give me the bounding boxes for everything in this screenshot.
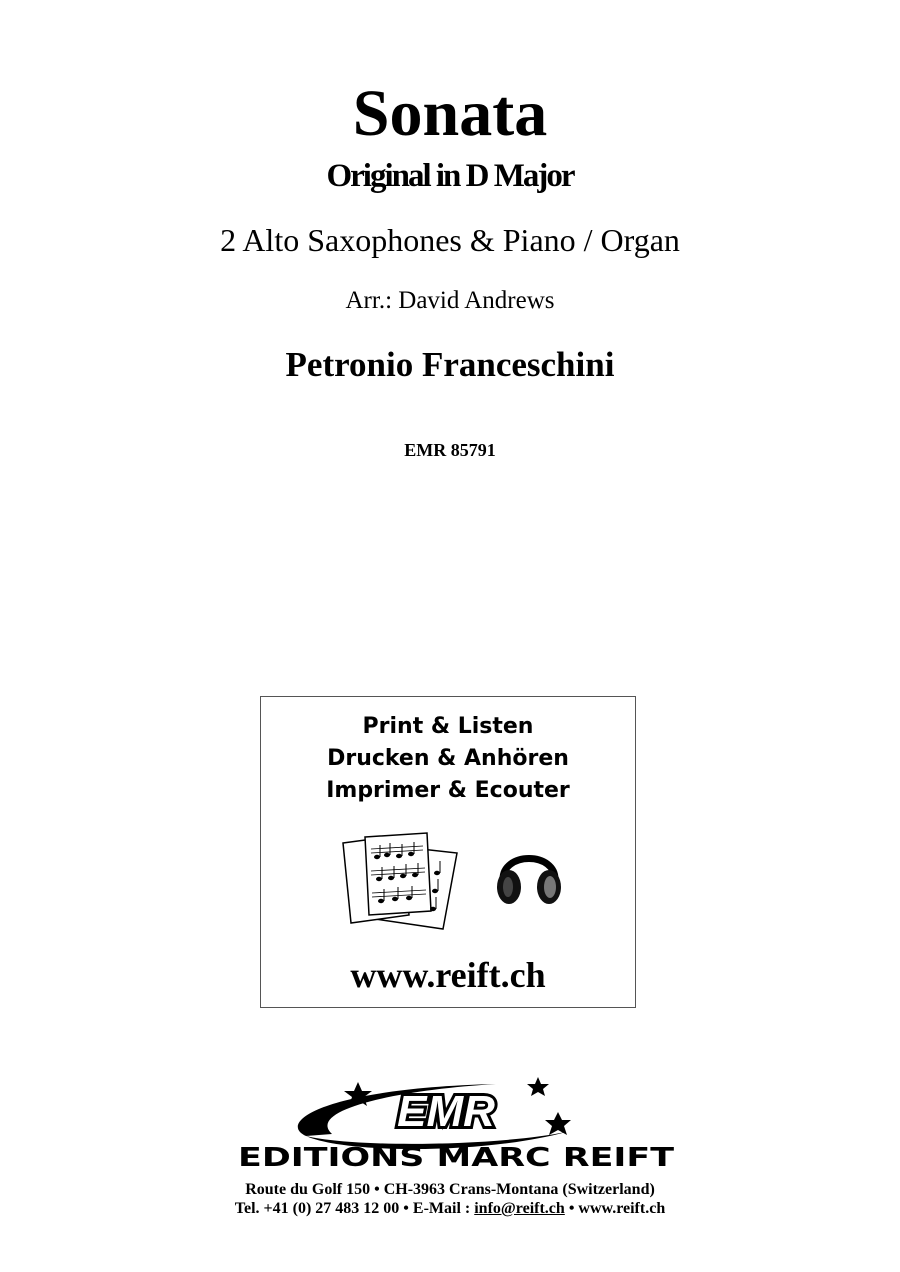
composer: Petronio Franceschini xyxy=(285,345,615,384)
logo-emr-text: EMR xyxy=(397,1087,495,1136)
headphones-icon xyxy=(493,837,565,909)
publisher-website: • www.reift.ch xyxy=(564,1200,666,1217)
instrumentation: 2 Alto Saxophones & Piano / Organ xyxy=(220,222,680,258)
promo-line-french: Imprimer & Ecouter xyxy=(326,778,570,803)
promo-website-link[interactable]: www.reift.ch xyxy=(350,955,546,995)
score-title: Sonata xyxy=(352,77,548,150)
promo-line-english: Print & Listen xyxy=(362,714,534,739)
catalog-number: EMR 85791 xyxy=(404,440,496,460)
publisher-telephone: Tel. +41 (0) 27 483 12 00 • E-Mail : xyxy=(234,1200,475,1217)
email-link[interactable]: info@reift.ch xyxy=(474,1200,565,1217)
publisher-address: Route du Golf 150 • CH-3963 Crans-Montana (Switzerland) xyxy=(245,1181,655,1198)
arranger: Arr.: David Andrews xyxy=(345,287,555,314)
print-listen-box xyxy=(260,696,636,1008)
publisher-logo xyxy=(236,1074,676,1172)
sheet-music-icon xyxy=(339,831,469,931)
score-subtitle: Original in D Major xyxy=(326,158,574,194)
promo-line-german: Drucken & Anhören xyxy=(327,746,569,771)
publisher-name: EDITIONS MARC REIFT xyxy=(238,1143,675,1172)
publisher-contact xyxy=(0,1199,900,1219)
